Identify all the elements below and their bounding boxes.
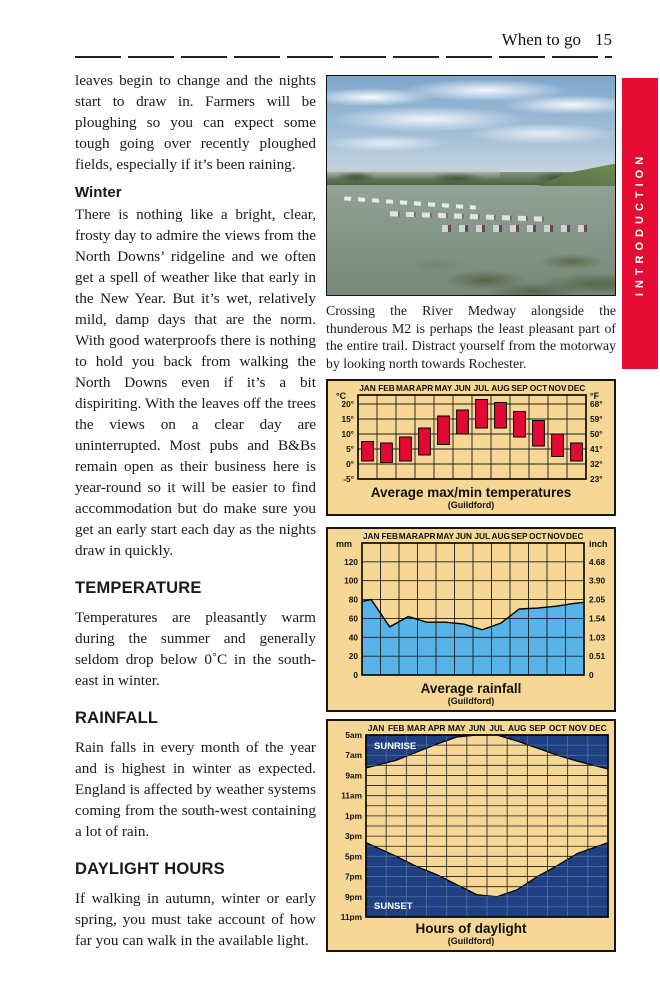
- svg-text:JUN: JUN: [468, 723, 486, 733]
- temperature-paragraph: Temperatures are pleasantly warm during the summer and generally seldom drop below 0˚C in the south-east in winter.: [75, 609, 316, 689]
- rainfall-chart-title: Average rainfall: [420, 681, 522, 696]
- heading-temperature: TEMPERATURE: [75, 579, 202, 597]
- photo-marsh-patches: [327, 221, 615, 295]
- svg-text:FEB: FEB: [378, 383, 395, 393]
- svg-text:MAR: MAR: [396, 383, 415, 393]
- svg-text:JUL: JUL: [474, 531, 491, 541]
- header-rule: [75, 56, 612, 58]
- daylight-chart-canvas: [328, 721, 614, 921]
- svg-text:11am: 11am: [341, 790, 362, 801]
- svg-text:15°: 15°: [341, 414, 354, 424]
- svg-text:APR: APR: [427, 723, 446, 733]
- svg-text:11pm: 11pm: [340, 912, 362, 921]
- daylight-chart-title: Hours of daylight: [415, 921, 527, 936]
- svg-text:5am: 5am: [345, 730, 362, 740]
- svg-text:AUG: AUG: [508, 723, 527, 733]
- svg-text:0: 0: [589, 670, 594, 680]
- body-text-column: [75, 70, 316, 951]
- svg-text:°F: °F: [590, 391, 600, 401]
- rainfall-chart-panel: [326, 527, 616, 712]
- svg-text:SEP: SEP: [529, 723, 546, 733]
- svg-text:0°: 0°: [346, 459, 354, 469]
- intro-paragraph: leaves begin to change and the nights start to draw in. Farmers will be ploughing so you can expect some tough going over recently ploughed fields, especially if it’s been raining.: [75, 72, 316, 173]
- svg-text:JAN: JAN: [359, 383, 376, 393]
- svg-text:9am: 9am: [345, 770, 362, 781]
- svg-text:4.68: 4.68: [589, 556, 606, 567]
- heading-winter: Winter: [75, 184, 122, 201]
- daylight-chart-panel: [326, 719, 616, 952]
- svg-text:3.90: 3.90: [589, 575, 606, 586]
- svg-text:68°: 68°: [590, 399, 603, 409]
- svg-text:SUNRISE: SUNRISE: [374, 741, 417, 752]
- svg-text:SEP: SEP: [511, 383, 528, 393]
- svg-text:100: 100: [344, 575, 358, 586]
- heading-daylight-hours: DAYLIGHT HOURS: [75, 860, 225, 878]
- svg-text:41°: 41°: [590, 444, 603, 454]
- svg-text:1.54: 1.54: [589, 613, 606, 624]
- svg-text:MAR: MAR: [406, 723, 426, 733]
- rainfall-paragraph: Rain falls in every month of the year and is highest in winter as expected. England is affected by weather systems coming from the south-west containing a lot of rain.: [75, 739, 316, 840]
- svg-text:JAN: JAN: [367, 723, 385, 733]
- temperature-chart-subtitle: (Guildford): [447, 500, 495, 510]
- temperature-chart-title: Average max/min temperatures: [370, 485, 572, 500]
- svg-text:DEC: DEC: [565, 531, 584, 541]
- svg-text:2.05: 2.05: [589, 594, 606, 605]
- svg-text:AUG: AUG: [491, 383, 510, 393]
- svg-text:32°: 32°: [590, 459, 603, 469]
- svg-text:50°: 50°: [590, 429, 603, 439]
- svg-text:JAN: JAN: [362, 531, 380, 541]
- winter-paragraph: There is nothing like a bright, clear, frosty day to admire the views from the North Downs’ ridgeline and we often get a spell of weather like that early in the New Year. But it’s wet, relatively mild, damp days that are the norm. With good waterproofs there is nothing to hold you back from walking the North Downs even if it’s a bit dispiriting. With the leaves off the trees the views on a clear day are uninterrupted. Most pubs and B&Bs remain open as their business here is year-round so it will be easier to find accommodation but do make sure you get an early start each day as the nights draw in quickly.: [75, 206, 316, 559]
- svg-text:10°: 10°: [341, 429, 354, 439]
- photo-sky: [327, 76, 615, 172]
- svg-text:60: 60: [348, 613, 358, 624]
- temperature-chart-canvas: [328, 381, 614, 485]
- svg-text:NOV: NOV: [547, 531, 566, 541]
- svg-text:DEC: DEC: [567, 383, 586, 393]
- svg-text:80: 80: [348, 594, 358, 605]
- svg-text:MAR: MAR: [398, 531, 418, 541]
- svg-text:MAY: MAY: [436, 531, 455, 541]
- svg-text:OCT: OCT: [529, 383, 548, 393]
- svg-text:APR: APR: [417, 531, 436, 541]
- svg-text:1pm: 1pm: [344, 810, 362, 821]
- svg-text:OCT: OCT: [528, 531, 547, 541]
- svg-text:0.51: 0.51: [589, 651, 606, 662]
- photo-caption: Crossing the River Medway alongside the thunderous M2 is perhaps the least pleasant part of the entire trail. Distract yourself from the motorway by looking north towards Rochester.: [326, 303, 616, 371]
- svg-text:59°: 59°: [590, 414, 603, 424]
- svg-text:20: 20: [348, 651, 358, 662]
- svg-text:inch: inch: [589, 539, 608, 549]
- svg-text:DEC: DEC: [589, 723, 607, 733]
- heading-rainfall: RAINFALL: [75, 709, 159, 727]
- svg-text:OCT: OCT: [548, 723, 567, 733]
- svg-text:FEB: FEB: [381, 531, 399, 541]
- svg-text:JUN: JUN: [455, 531, 473, 541]
- svg-text:MAY: MAY: [447, 723, 466, 733]
- svg-text:APR: APR: [415, 383, 434, 393]
- rainfall-chart-subtitle: (Guildford): [447, 696, 495, 706]
- page-header: [75, 30, 612, 50]
- svg-text:1.03: 1.03: [589, 632, 606, 643]
- svg-text:3pm: 3pm: [344, 831, 362, 842]
- svg-text:°C: °C: [336, 391, 347, 401]
- svg-text:JUL: JUL: [489, 723, 505, 733]
- svg-text:7am: 7am: [345, 750, 362, 761]
- svg-text:9pm: 9pm: [344, 891, 362, 902]
- svg-text:5pm: 5pm: [344, 851, 362, 862]
- svg-text:0: 0: [353, 670, 358, 680]
- svg-text:40: 40: [348, 632, 358, 643]
- svg-text:-5°: -5°: [343, 474, 354, 484]
- svg-text:SEP: SEP: [510, 531, 528, 541]
- rainfall-chart-canvas: [328, 529, 614, 681]
- svg-text:NOV: NOV: [548, 383, 567, 393]
- chapter-thumb-tab: [622, 78, 658, 369]
- svg-text:AUG: AUG: [491, 531, 510, 541]
- svg-text:120: 120: [344, 556, 358, 567]
- svg-text:JUL: JUL: [473, 383, 490, 393]
- chapter-thumb-tab-label: INTRODUCTION: [634, 151, 646, 296]
- svg-text:mm: mm: [336, 539, 353, 549]
- daylight-chart-subtitle: (Guildford): [447, 936, 495, 946]
- temperature-chart-panel: [326, 379, 616, 516]
- svg-text:23°: 23°: [590, 474, 603, 484]
- river-medway-photo: [326, 75, 616, 296]
- svg-text:20°: 20°: [341, 399, 354, 409]
- svg-text:MAY: MAY: [434, 383, 453, 393]
- svg-text:7pm: 7pm: [344, 871, 362, 882]
- running-head: When to go: [501, 30, 581, 49]
- daylight-paragraph: If walking in autumn, winter or early spring, you must take account of how far you can walk in the available light.: [75, 890, 316, 949]
- svg-text:JUN: JUN: [454, 383, 471, 393]
- figure-column: [326, 75, 616, 952]
- svg-text:FEB: FEB: [387, 723, 405, 733]
- svg-text:NOV: NOV: [568, 723, 587, 733]
- svg-text:5°: 5°: [346, 444, 354, 454]
- page-number: 15: [595, 30, 612, 49]
- svg-text:SUNSET: SUNSET: [374, 901, 413, 912]
